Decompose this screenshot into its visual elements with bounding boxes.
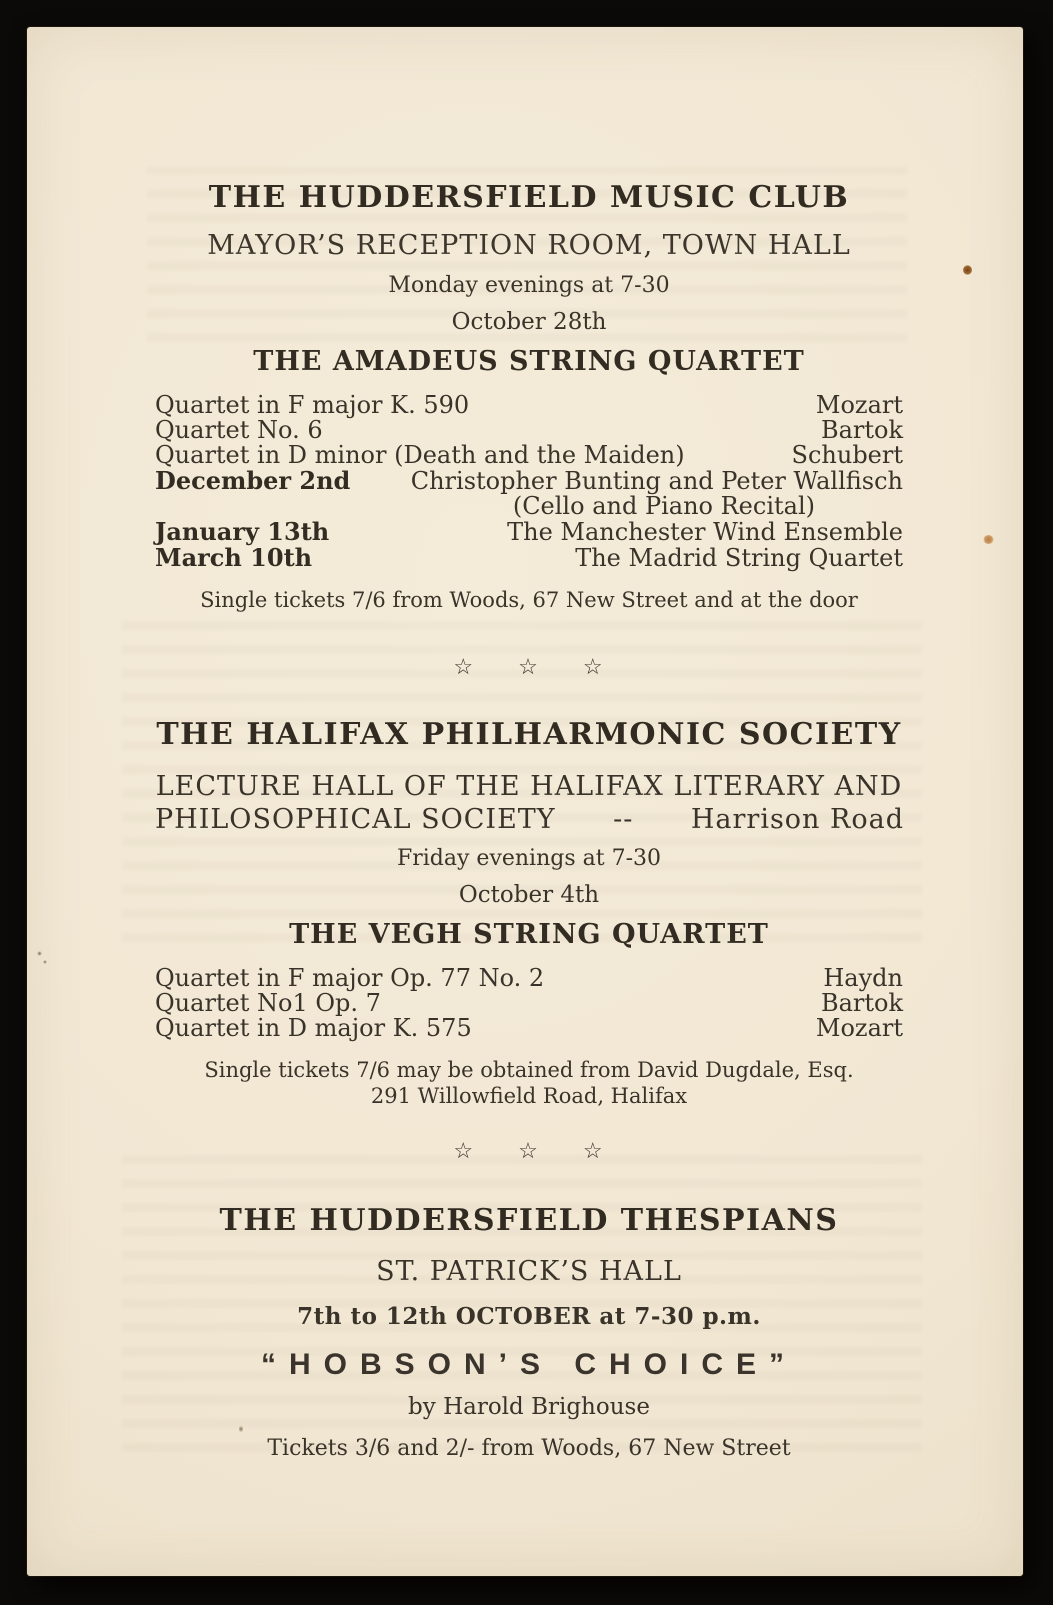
star-separator: ☆ ☆ ☆ [453, 1139, 605, 1164]
event-date: January 13th [155, 517, 330, 546]
programme-row [155, 418, 903, 443]
music-club-programme [155, 393, 903, 571]
composer-name: Bartok [820, 989, 903, 1017]
event-performer: The Madrid String Quartet [575, 544, 903, 572]
music-club-tickets-info: Single tickets 7/6 from Woods, 67 New Street and at the door [200, 588, 858, 612]
event-performer: Christopher Bunting and Peter Wallfisch [410, 467, 903, 495]
future-event-row [155, 468, 903, 494]
page-content [27, 27, 1023, 1461]
halifax-concert-date: October 4th [458, 882, 600, 908]
work-title: Quartet in D minor (Death and the Maiden) [155, 441, 685, 469]
programme-row [155, 393, 903, 418]
thespians-venue: ST. PATRICK’S HALL [376, 1256, 682, 1287]
thespians-tickets-info: Tickets 3/6 and 2/- from Woods, 67 New Street [267, 1436, 791, 1461]
composer-name: Mozart [815, 1014, 903, 1042]
programme-row [155, 443, 903, 468]
event-date: March 10th [155, 543, 313, 572]
programme-page [27, 27, 1023, 1576]
music-club-venue: MAYOR’S RECEPTION ROOM, TOWN HALL [207, 230, 851, 261]
halifax-tickets-line2: 291 Willowfield Road, Halifax [370, 1084, 688, 1108]
event-date: December 2nd [155, 466, 351, 495]
programme-row [155, 1016, 903, 1041]
programme-row [155, 966, 903, 991]
halifax-venue-line2: PHILOSOPHICAL SOCIETY -- Harrison Road [155, 804, 904, 835]
halifax-performer: THE VEGH STRING QUARTET [289, 919, 769, 950]
thespians-title: THE HUDDERSFIELD THESPIANS [219, 1203, 839, 1238]
play-title: “HOBSON’S CHOICE” [260, 1348, 798, 1381]
halifax-tickets-line1: Single tickets 7/6 may be obtained from David Dugdale, Esq. [204, 1058, 854, 1082]
work-title: Quartet No. 6 [155, 416, 323, 444]
halifax-venue-line1: LECTURE HALL OF THE HALIFAX LITERARY AND [155, 771, 903, 802]
event-performer: The Manchester Wind Ensemble [507, 518, 903, 546]
halifax-programme [155, 966, 903, 1041]
work-title: Quartet in F major K. 590 [155, 391, 470, 419]
music-club-title: THE HUDDERSFIELD MUSIC CLUB [208, 180, 850, 215]
music-club-concert-date: October 28th [451, 309, 607, 335]
composer-name: Haydn [823, 964, 903, 992]
work-title: Quartet in D major K. 575 [155, 1014, 472, 1042]
star-separator: ☆ ☆ ☆ [453, 655, 605, 680]
work-title: Quartet No1 Op. 7 [155, 989, 381, 1017]
halifax-schedule: Friday evenings at 7-30 [396, 846, 662, 871]
programme-row [155, 991, 903, 1016]
event-note: (Cello and Piano Recital) [512, 492, 815, 520]
halifax-title: THE HALIFAX PHILHARMONIC SOCIETY [156, 717, 902, 752]
composer-name: Mozart [815, 391, 903, 419]
music-club-schedule: Monday evenings at 7-30 [388, 273, 670, 298]
halifax-tickets-info [155, 1057, 903, 1109]
future-event-row [155, 519, 903, 545]
music-club-performer: THE AMADEUS STRING QUARTET [253, 346, 805, 377]
thespians-dates: 7th to 12th OCTOBER at 7-30 p.m. [297, 1303, 761, 1330]
composer-name: Schubert [791, 441, 903, 469]
composer-name: Bartok [820, 416, 903, 444]
play-author: by Harold Brighouse [408, 1394, 650, 1420]
future-event-row [155, 545, 903, 571]
work-title: Quartet in F major Op. 77 No. 2 [155, 964, 545, 992]
